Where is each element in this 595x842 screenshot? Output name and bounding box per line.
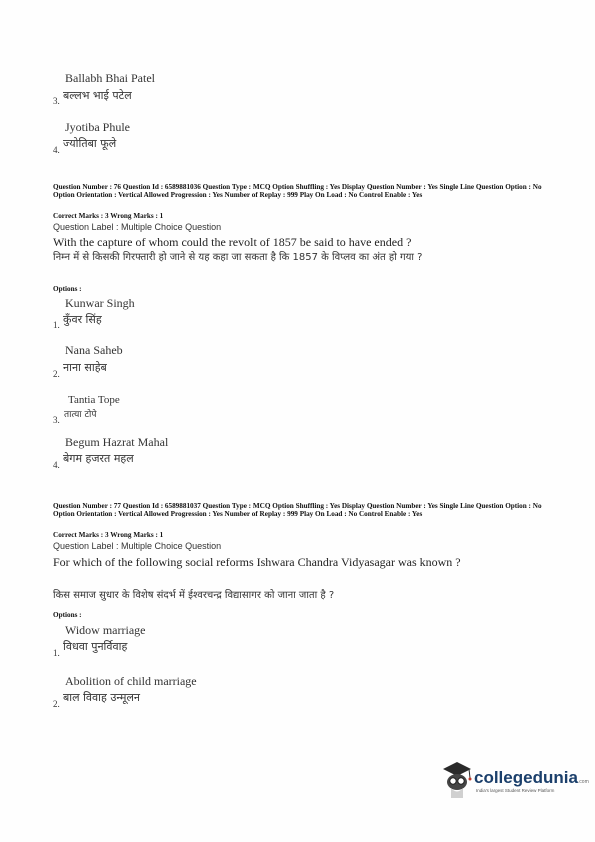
option-text-en: Ballabh Bhai Patel <box>65 71 155 85</box>
option-text-hi: विधवा पुनर्विवाह <box>63 640 128 653</box>
logo-tagline: India's largest Student Review Platform <box>476 788 555 793</box>
option-number: 3. <box>53 415 60 425</box>
option-number: 3. <box>53 96 60 106</box>
options-label: Options : <box>53 611 82 619</box>
option-text-hi: ज्योतिबा फूले <box>63 137 117 150</box>
question-text-hi: निम्न में से किसकी गिरफ्तारी हो जाने से यह कहा जा सकता है कि 1857 के विप्लव का अंत हो गया ? <box>53 252 423 263</box>
question-label: Question Label : Multiple Choice Question <box>53 222 222 232</box>
option-number: 1. <box>53 320 60 330</box>
question-label: Question Label : Multiple Choice Question <box>53 541 222 551</box>
question-marks: Correct Marks : 3 Wrong Marks : 1 <box>53 531 164 539</box>
option-text-en: Jyotiba Phule <box>65 120 130 134</box>
option-text-en: Nana Saheb <box>65 343 123 357</box>
question-text-hi: किस समाज सुधार के विशेष संदर्भ में ईश्वरचन्द्र विद्यासागर को जाना जाता है ? <box>53 590 335 601</box>
option-number: 2. <box>53 369 60 379</box>
collegedunia-logo <box>440 760 589 800</box>
option-number: 4. <box>53 460 60 470</box>
options-label: Options : <box>53 285 82 293</box>
option-text-hi: बेगम हजरत महल <box>63 452 134 465</box>
option-text-en: Abolition of child marriage <box>65 674 197 688</box>
logo-name: collegedunia.com <box>474 768 589 787</box>
option-text-en: Kunwar Singh <box>65 296 135 310</box>
option-text-hi: बल्लभ भाई पटेल <box>63 89 132 102</box>
mascot-icon <box>440 760 474 800</box>
option-number: 2. <box>53 699 60 709</box>
option-text-en: Widow marriage <box>65 623 146 637</box>
option-text-en: Tantia Tope <box>68 394 120 406</box>
option-text-hi: कुँवर सिंह <box>63 313 102 326</box>
option-text-hi: बाल विवाह उन्मूलन <box>63 691 141 704</box>
option-number: 1. <box>53 648 60 658</box>
option-text-hi: तात्या टोपे <box>64 410 97 420</box>
question-meta: Question Number : 77 Question Id : 6589881037 Question Type : MCQ Option Shuffling : Yes Display Question Number : Yes Single Line Question Option : No Option Orientation : Vertical Allowed Progression : Yes Number of Replay : 999 Play On Load : No Control Enable : Yes <box>53 502 542 518</box>
question-text-en: With the capture of whom could the revolt of 1857 be said to have ended ? <box>53 235 412 249</box>
question-text-en: For which of the following social reforms Ishwara Chandra Vidyasagar was known ? <box>53 555 461 569</box>
question-meta: Question Number : 76 Question Id : 6589881036 Question Type : MCQ Option Shuffling : Yes Display Question Number : Yes Single Line Question Option : No Option Orientation : Vertical Allowed Progression : Yes Number of Replay : 999 Play On Load : No Control Enable : Yes <box>53 183 542 199</box>
option-number: 4. <box>53 145 60 155</box>
question-marks: Correct Marks : 3 Wrong Marks : 1 <box>53 212 164 220</box>
option-text-hi: नाना साहेब <box>63 361 107 374</box>
option-text-en: Begum Hazrat Mahal <box>65 435 169 449</box>
